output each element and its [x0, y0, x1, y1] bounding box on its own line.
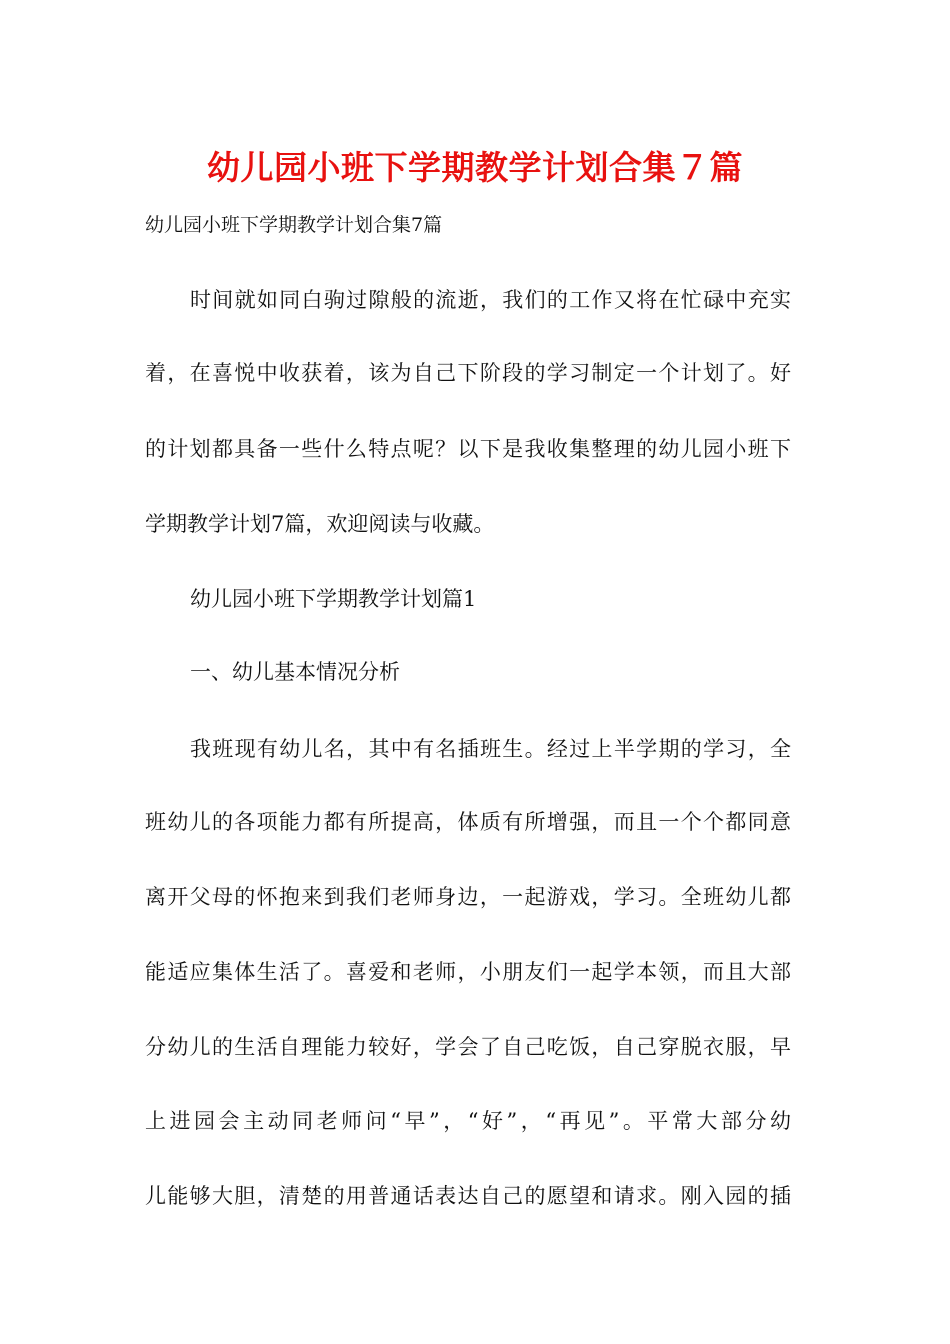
- section-heading: 幼儿园小班下学期教学计划篇1: [190, 587, 477, 611]
- document-title: 幼儿园小班下学期教学计划合集７篇: [207, 148, 743, 187]
- body-line: 能适应集体生活了。喜爱和老师，小朋友们一起学本领，而且大部: [145, 960, 791, 984]
- body-line: 离开父母的怀抱来到我们老师身边，一起游戏，学习。全班幼儿都: [145, 885, 791, 909]
- intro-line: 着，在喜悦中收获着，该为自己下阶段的学习制定一个计划了。好: [145, 361, 791, 385]
- body-line: 分幼儿的生活自理能力较好，学会了自己吃饭，自己穿脱衣服，早: [145, 1035, 791, 1059]
- intro-line: 学期教学计划7篇，欢迎阅读与收藏。: [145, 512, 495, 536]
- body-line: 我班现有幼儿名，其中有名插班生。经过上半学期的学习，全: [190, 737, 791, 761]
- body-line: 上进园会主动同老师问“早”，“好”，“再见”。平常大部分幼: [145, 1109, 791, 1133]
- intro-line: 时间就如同白驹过隙般的流逝，我们的工作又将在忙碌中充实: [190, 288, 791, 312]
- document-subtitle: 幼儿园小班下学期教学计划合集7篇: [145, 214, 443, 236]
- body-line: 班幼儿的各项能力都有所提高，体质有所增强，而且一个个都同意: [145, 810, 791, 834]
- body-line: 儿能够大胆，清楚的用普通话表达自己的愿望和请求。刚入园的插: [145, 1184, 791, 1208]
- intro-line: 的计划都具备一些什么特点呢？以下是我收集整理的幼儿园小班下: [145, 437, 791, 461]
- subheading: 一、幼儿基本情况分析: [190, 660, 400, 684]
